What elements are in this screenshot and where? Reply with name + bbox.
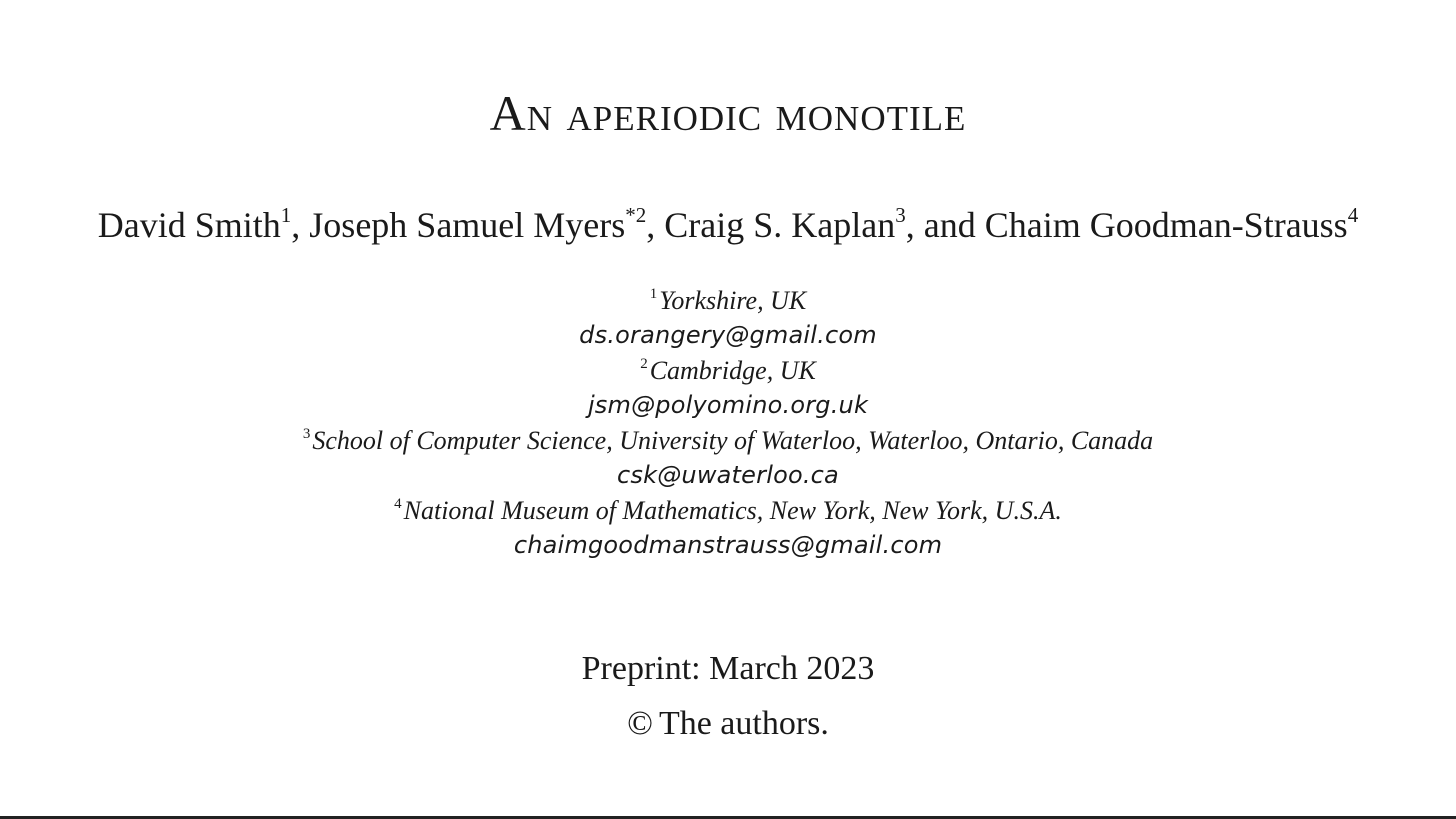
author-affiliation-mark: 3 <box>895 203 906 227</box>
affiliation-place <box>0 423 1456 458</box>
affiliation-mark: 1 <box>649 286 658 302</box>
affiliation-email: ds.orangery@gmail.com <box>579 321 877 349</box>
affiliation-place-text: School of Computer Science, University of Waterloo, Waterloo, Ontario, Canada <box>312 426 1154 455</box>
affiliation-email: chaimgoodmanstrauss@gmail.com <box>513 531 943 559</box>
author-name: Joseph Samuel Myers <box>309 205 626 245</box>
author-affiliation-mark: 4 <box>1347 203 1359 227</box>
author-separator: , and <box>905 205 985 245</box>
author-name: Chaim Goodman-Strauss <box>984 205 1348 245</box>
affiliation-place-text: Cambridge, UK <box>649 356 816 385</box>
author-name: Craig S. Kaplan <box>664 205 896 245</box>
affiliation-email: jsm@polyomino.org.uk <box>587 391 869 419</box>
affiliation-place <box>0 493 1456 528</box>
affiliation-place-text: National Museum of Mathematics, New York, New York, U.S.A. <box>403 496 1062 525</box>
affiliation-place-text: Yorkshire, UK <box>659 286 807 315</box>
paper-title: An aperiodic monotile <box>489 85 967 141</box>
author-list <box>0 200 1456 250</box>
affiliation-mark: 2 <box>640 356 648 372</box>
author-affiliation-mark: *2 <box>625 203 647 227</box>
affiliation-place <box>0 283 1456 318</box>
author-name: David Smith <box>97 205 281 245</box>
affiliation-email: csk@uwaterloo.ca <box>617 461 839 489</box>
author-separator: , <box>291 205 310 245</box>
affiliation-mark: 4 <box>394 496 402 512</box>
affiliation-mark: 3 <box>302 426 311 442</box>
author-affiliation-mark: 1 <box>280 203 292 227</box>
preprint-date: Preprint: March 2023 <box>581 650 875 687</box>
copyright-text: The authors. <box>658 705 829 742</box>
author-separator: , <box>646 205 665 245</box>
affiliation-place <box>0 353 1456 388</box>
copyright-icon: © <box>627 705 653 742</box>
copyright-notice <box>0 702 1456 746</box>
affiliation-list <box>0 283 1456 563</box>
